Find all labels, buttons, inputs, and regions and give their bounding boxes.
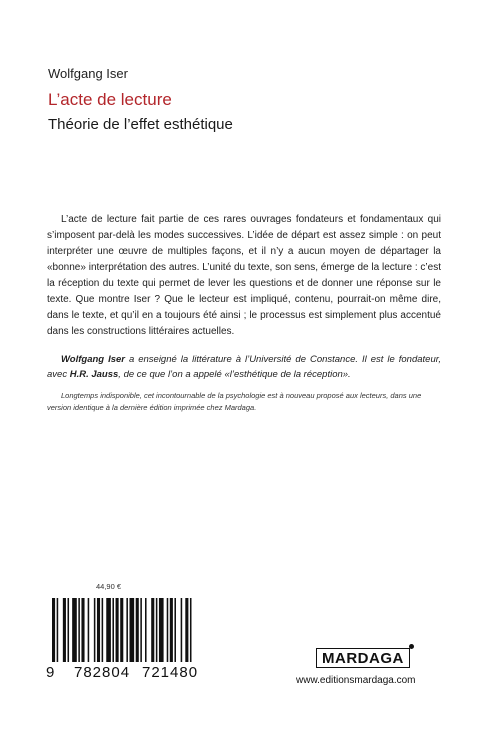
barcode-bar xyxy=(145,598,147,662)
summary-paragraph: L’acte de lecture fait partie de ces rares ouvrages fondateurs et fondamentaux qui s’imposent par-delà les modes successives. L’idée de départ est assez simple : on peut interpréter une œuvre de multiples façons, et il n’y a aucun moyen de départager la «bonne» interprétation des autres. L’unité du texte, son sens, émerge de la lecture : c’est la réception du texte qui permet de lever les questions et de donner une réponse sur le texte. Que montre Iser ? Que le lecteur est impliqué, contenu, pourrait-on même dire, dans le texte, et qu’il en a toujours été ainsi ; le processus est simplement plus accentué dans les constructions littéraires actuelles. xyxy=(47,214,441,337)
book-title: L’acte de lecture xyxy=(48,90,172,109)
barcode-bar xyxy=(94,598,96,662)
isbn-right-group: 721480 xyxy=(142,664,199,681)
barcode-bar xyxy=(106,598,111,662)
publisher-logo-text: MARDAGA xyxy=(322,650,404,667)
barcode-bar xyxy=(136,598,139,662)
book-subtitle: Théorie de l’effet esthétique xyxy=(48,116,233,133)
barcode-bar xyxy=(63,598,66,662)
bio-colleague-name: H.R. Jauss xyxy=(69,369,119,380)
barcode-bar xyxy=(112,598,114,662)
barcode-bar xyxy=(102,598,104,662)
barcode-bar xyxy=(185,598,188,662)
barcode-bar xyxy=(159,598,164,662)
barcode-bar xyxy=(88,598,90,662)
bio-text-part-1: a enseigné la littérature à l’Université de Constance. Il est le fondateur, avec xyxy=(47,354,442,380)
price-label: 44,90 € xyxy=(96,582,122,591)
author-name: Wolfgang Iser xyxy=(48,66,128,81)
barcode-bar xyxy=(120,598,123,662)
barcode-bar xyxy=(170,598,173,662)
barcode-bar xyxy=(151,598,154,662)
logo-dot-icon xyxy=(409,644,414,649)
barcode-bar xyxy=(68,598,70,662)
barcode-bar xyxy=(140,598,142,662)
isbn-left-group: 782804 xyxy=(74,664,131,681)
barcode-bar xyxy=(190,598,192,662)
barcode-bar xyxy=(126,598,128,662)
barcode-bar xyxy=(116,598,119,662)
barcode-bar xyxy=(167,598,169,662)
barcode-bar xyxy=(78,598,80,662)
barcode-bar xyxy=(81,598,84,662)
barcode-bar xyxy=(181,598,183,662)
bio-text-part-2: , de ce que l’on a appelé «l’esthétique de la réception». xyxy=(118,369,351,380)
publisher-website: www.editionsmardaga.com xyxy=(296,675,416,686)
isbn-digits xyxy=(44,662,204,684)
barcode-bar xyxy=(72,598,77,662)
publisher-logo xyxy=(316,648,410,668)
isbn-first-digit: 9 xyxy=(46,664,56,681)
edition-note: Longtemps indisponible, cet incontournable de la psychologie est à nouveau proposé aux lecteurs, dans une version identique à la dernière édition imprimée chez Mardaga. xyxy=(47,391,422,412)
author-bio xyxy=(47,352,441,382)
bio-author-name: Wolfgang Iser xyxy=(61,354,125,365)
summary-text xyxy=(47,212,441,340)
barcode-bar xyxy=(174,598,176,662)
barcode-bar xyxy=(97,598,100,662)
barcode-bar xyxy=(156,598,158,662)
